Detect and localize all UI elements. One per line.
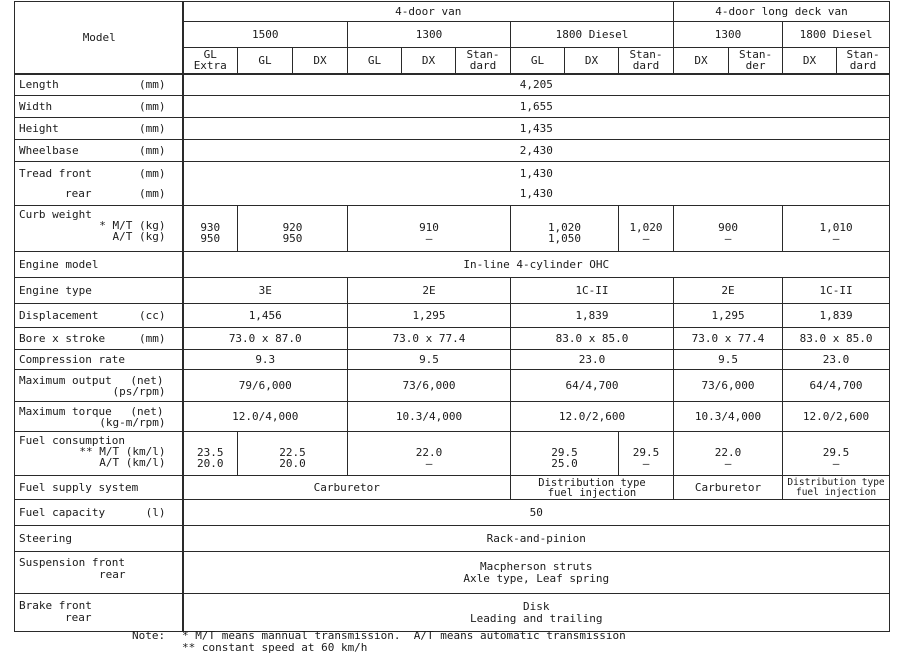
height-value: 1,435 [183, 118, 890, 140]
model-header: Model [15, 2, 183, 74]
footnote [132, 630, 626, 654]
wheelbase-value: 2,430 [183, 140, 890, 162]
row-bore-stroke [15, 328, 890, 350]
grade-cell: GL [238, 48, 293, 74]
note-line-2: ** constant speed at 60 km/h [182, 641, 368, 654]
fuel-supply-long-1300: Carburetor [674, 476, 783, 500]
engine-type-1800d: 1C-II [511, 278, 674, 304]
group-4door-van: 4-door van [183, 2, 674, 22]
grade-cell: GL Extra [183, 48, 238, 74]
engine-1300-header: 1300 [348, 22, 511, 48]
curb-weight-label: Curb weight * M/T (kg) A/T (kg) [15, 206, 183, 252]
max-torque-long-1800d: 12.0/2,600 [783, 402, 890, 432]
displacement-1300: 1,295 [348, 304, 511, 328]
height-label: Height (mm) [15, 118, 183, 140]
max-torque-long-1300: 10.3/4,000 [674, 402, 783, 432]
row-engine-type [15, 278, 890, 304]
displacement-label: Displacement (cc) [15, 304, 183, 328]
row-engine-model [15, 252, 890, 278]
row-tread [15, 162, 890, 206]
displacement-1500: 1,456 [183, 304, 348, 328]
note-line-1: * M/T means mannual transmission. A/T means automatic transmission [182, 629, 626, 642]
max-output-1300: 73/6,000 [348, 370, 511, 402]
displacement-long-1800d: 1,839 [783, 304, 890, 328]
fuel-supply-gasoline: Carburetor [183, 476, 511, 500]
row-height [15, 118, 890, 140]
max-output-long-1800d: 64/4,700 [783, 370, 890, 402]
fuel-long-1800d: 29.5 – [783, 432, 890, 476]
max-torque-label: Maximum torque (net) (kg-m/rpm) [15, 402, 183, 432]
curb-glx: 930 950 [183, 206, 238, 252]
specifications-table [14, 1, 890, 632]
grade-cell: GL [511, 48, 565, 74]
fuel-supply-diesel: Distribution type fuel injection [511, 476, 674, 500]
steering-value: Rack-and-pinion [183, 526, 890, 552]
compression-1800d: 23.0 [511, 350, 674, 370]
grade-cell: Stan- dard [837, 48, 890, 74]
row-displacement [15, 304, 890, 328]
fuel-capacity-value: 50 [183, 500, 890, 526]
bore-1300: 73.0 x 77.4 [348, 328, 511, 350]
fuel-glx: 23.5 20.0 [183, 432, 238, 476]
tread-label: Tread front (mm) rear (mm) [15, 162, 183, 206]
long-1800-diesel-header: 1800 Diesel [783, 22, 890, 48]
width-label: Width (mm) [15, 96, 183, 118]
displacement-1800d: 1,839 [511, 304, 674, 328]
fuel-supply-label: Fuel supply system [15, 476, 183, 500]
bore-long-1300: 73.0 x 77.4 [674, 328, 783, 350]
fuel-capacity-label: Fuel capacity (l) [15, 500, 183, 526]
header-row-groups [15, 2, 890, 22]
engine-type-1500: 3E [183, 278, 348, 304]
note-prefix: Note: [132, 629, 166, 642]
max-output-1500: 79/6,000 [183, 370, 348, 402]
grade-cell: Stan- dard [456, 48, 511, 74]
max-output-long-1300: 73/6,000 [674, 370, 783, 402]
compression-long-1300: 9.5 [674, 350, 783, 370]
max-output-1800d: 64/4,700 [511, 370, 674, 402]
suspension-label: Suspension front rear [15, 552, 183, 594]
tread-value: 1,430 1,430 [183, 162, 890, 206]
curb-long-1300: 900 – [674, 206, 783, 252]
max-torque-1500: 12.0/4,000 [183, 402, 348, 432]
engine-type-1300: 2E [348, 278, 511, 304]
bore-1800d: 83.0 x 85.0 [511, 328, 674, 350]
curb-1800d-standard: 1,020 – [619, 206, 674, 252]
max-output-label: Maximum output (net) (ps/rpm) [15, 370, 183, 402]
row-brake [15, 594, 890, 632]
brake-value: Disk Leading and trailing [183, 594, 890, 632]
steering-label: Steering [15, 526, 183, 552]
compression-1300: 9.5 [348, 350, 511, 370]
fuel-supply-long-1800d: Distribution type fuel injection [783, 476, 890, 500]
group-4door-long-deck-van: 4-door long deck van [674, 2, 890, 22]
fuel-1800d-standard: 29.5 – [619, 432, 674, 476]
max-torque-1800d: 12.0/2,600 [511, 402, 674, 432]
bore-long-1800d: 83.0 x 85.0 [783, 328, 890, 350]
bore-1500: 73.0 x 87.0 [183, 328, 348, 350]
engine-type-long-1300: 2E [674, 278, 783, 304]
grade-cell: DX [402, 48, 456, 74]
curb-long-1800d: 1,010 – [783, 206, 890, 252]
engine-model-label: Engine model [15, 252, 183, 278]
compression-1500: 9.3 [183, 350, 348, 370]
grade-cell: DX [783, 48, 837, 74]
suspension-value: Macpherson struts Axle type, Leaf spring [183, 552, 890, 594]
row-compression [15, 350, 890, 370]
fuel-1500: 22.5 20.0 [238, 432, 348, 476]
row-max-output [15, 370, 890, 402]
row-curb-weight [15, 206, 890, 252]
wheelbase-label: Wheelbase (mm) [15, 140, 183, 162]
width-value: 1,655 [183, 96, 890, 118]
engine-type-label: Engine type [15, 278, 183, 304]
compression-long-1800d: 23.0 [783, 350, 890, 370]
row-fuel-supply [15, 476, 890, 500]
grade-cell: GL [348, 48, 402, 74]
row-wheelbase [15, 140, 890, 162]
compression-label: Compression rate [15, 350, 183, 370]
bore-stroke-label: Bore x stroke (mm) [15, 328, 183, 350]
engine-1500-header: 1500 [183, 22, 348, 48]
spec-sheet [14, 1, 890, 632]
engine-model-value: In-line 4-cylinder OHC [183, 252, 890, 278]
fuel-consumption-label: Fuel consumption ** M/T (km/l) A/T (km/l) [15, 432, 183, 476]
engine-1800-diesel-header: 1800 Diesel [511, 22, 674, 48]
row-max-torque [15, 402, 890, 432]
grade-cell: Stan- der [729, 48, 783, 74]
curb-1300: 910 – [348, 206, 511, 252]
curb-1800d: 1,020 1,050 [511, 206, 619, 252]
row-fuel-capacity [15, 500, 890, 526]
engine-type-long-1800d: 1C-II [783, 278, 890, 304]
length-label: Length (mm) [15, 74, 183, 96]
row-fuel-consumption [15, 432, 890, 476]
grade-cell: Stan- dard [619, 48, 674, 74]
row-steering [15, 526, 890, 552]
grade-cell: DX [293, 48, 348, 74]
long-1300-header: 1300 [674, 22, 783, 48]
fuel-long-1300: 22.0 – [674, 432, 783, 476]
length-value: 4,205 [183, 74, 890, 96]
displacement-long-1300: 1,295 [674, 304, 783, 328]
fuel-1300: 22.0 – [348, 432, 511, 476]
row-suspension [15, 552, 890, 594]
grade-cell: DX [565, 48, 619, 74]
brake-label: Brake front rear [15, 594, 183, 632]
fuel-1800d: 29.5 25.0 [511, 432, 619, 476]
max-torque-1300: 10.3/4,000 [348, 402, 511, 432]
row-width [15, 96, 890, 118]
curb-1500: 920 950 [238, 206, 348, 252]
grade-cell: DX [674, 48, 729, 74]
row-length [15, 74, 890, 96]
